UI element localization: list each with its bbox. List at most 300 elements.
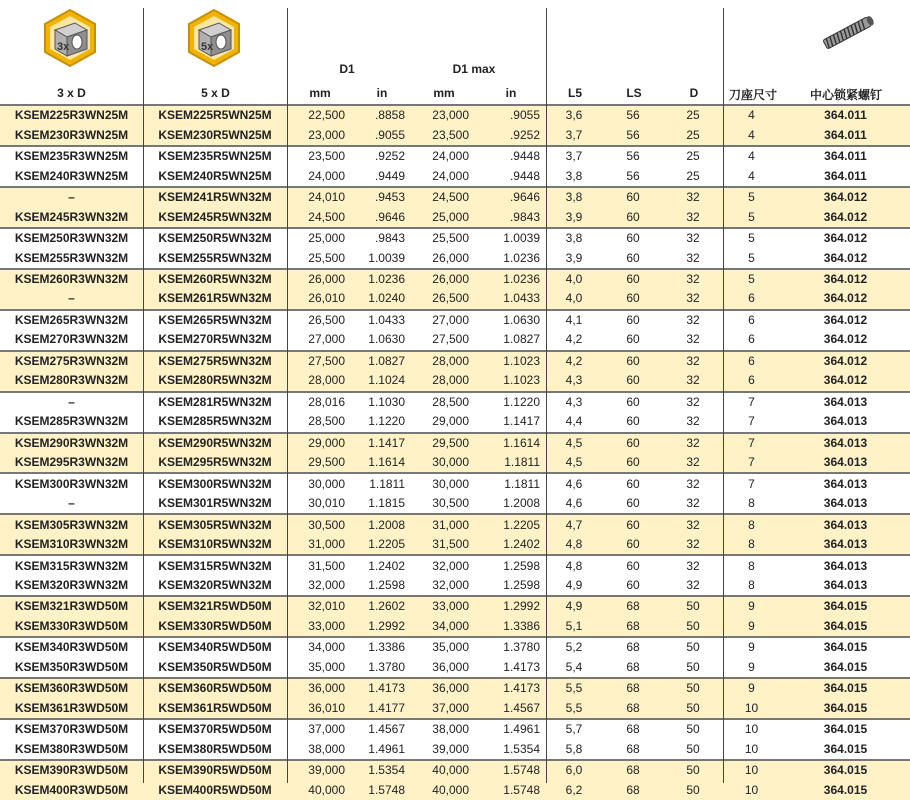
cell-center-screw: 364.015	[781, 780, 910, 799]
cell-code-5xd: KSEM230R5WN25M	[143, 125, 287, 145]
cell-code-5xd: KSEM321R5WD50M	[143, 596, 287, 616]
cell-ls: 60	[602, 228, 664, 248]
cell-l5: 3,7	[546, 146, 602, 166]
cell-d: 25	[664, 105, 722, 125]
cell-holder-size: 4	[722, 105, 781, 125]
cell-l5: 4,5	[546, 453, 602, 473]
cell-code-3xd: KSEM295R3WN32M	[0, 453, 143, 473]
table-row	[0, 678, 910, 698]
cell-ls: 60	[626, 496, 640, 511]
col-header-5xd: 5 x D	[201, 86, 230, 100]
table-row	[0, 740, 910, 760]
col-header-d1-mm: mm	[309, 86, 331, 100]
col-header-3xd: 3 x D	[57, 86, 86, 100]
cell-holder-size: 4	[722, 125, 781, 145]
cell-d1max-mm: 32,000	[432, 578, 469, 593]
cell-d1-mm: 28,500	[308, 414, 345, 429]
cell-d1max-mm: 35,000	[411, 637, 475, 657]
cell-l5: 4,1	[546, 310, 602, 330]
cell-code-5xd: KSEM301R5WN32M	[158, 496, 272, 511]
cell-d1-in: 1.2402	[351, 555, 411, 575]
cell-d1-mm: 39,000	[287, 760, 351, 780]
cell-code-5xd: KSEM225R5WN25M	[143, 105, 287, 125]
col-header-d: D	[689, 86, 699, 100]
cell-code-3xd: KSEM400R3WD50M	[0, 780, 143, 799]
cell-ls: 60	[626, 578, 640, 593]
cell-ls: 56	[602, 125, 664, 145]
cell-d1-mm: 28,000	[287, 371, 351, 391]
cell-d1max-in: 1.5748	[475, 780, 546, 799]
cell-d1-in: .9453	[351, 187, 411, 207]
cell-l5: 5,5	[546, 699, 602, 719]
cell-ls: 68	[602, 719, 664, 739]
cell-l5: 3,8	[565, 168, 583, 183]
cell-l5: 3,8	[546, 228, 602, 248]
cell-d1-mm: 29,000	[287, 433, 351, 453]
cell-code-5xd: KSEM285R5WN32M	[158, 414, 272, 429]
cell-d1max-mm: 34,000	[411, 617, 475, 637]
cell-d1max-mm: 36,000	[411, 678, 475, 698]
cell-d: 50	[664, 678, 722, 698]
cell-code-5xd: KSEM310R5WN32M	[143, 535, 287, 555]
cell-code-3xd: –	[68, 496, 75, 511]
cell-d: 32	[664, 289, 722, 309]
cell-holder-size: 7	[722, 392, 781, 412]
cell-center-screw: 364.012	[781, 371, 910, 391]
cell-d: 32	[664, 207, 722, 227]
cell-d1max-in: 1.1811	[475, 473, 546, 493]
cell-d1-in: 1.4177	[351, 699, 411, 719]
cell-d1max-in: .9448	[509, 168, 540, 183]
cell-center-screw: 364.013	[823, 578, 868, 593]
table-row	[0, 473, 910, 493]
cell-d1max-mm: 23,500	[411, 125, 475, 145]
cell-ls: 60	[602, 310, 664, 330]
cell-code-5xd: KSEM250R5WN32M	[143, 228, 287, 248]
cell-d1max-in: .9252	[475, 125, 546, 145]
cell-code-5xd: KSEM305R5WN32M	[143, 514, 287, 534]
cell-d1max-mm: 39,000	[432, 741, 469, 756]
cell-d1-in: 1.0236	[351, 269, 411, 289]
cell-code-5xd: KSEM245R5WN32M	[143, 207, 287, 227]
cell-d1max-mm: 26,000	[432, 250, 469, 265]
cell-d1max-in: 1.1811	[475, 453, 546, 473]
cell-holder-size: 6	[748, 332, 755, 347]
cell-d: 32	[686, 250, 700, 265]
cell-holder-size: 10	[722, 719, 781, 739]
cell-code-3xd: KSEM255R3WN32M	[14, 250, 129, 265]
cell-d1-mm: 24,010	[287, 187, 351, 207]
col-divider	[546, 8, 547, 783]
cell-d: 32	[664, 371, 722, 391]
table-row	[0, 453, 910, 473]
cell-holder-size: 7	[722, 473, 781, 493]
cell-code-3xd: KSEM235R3WN25M	[0, 146, 143, 166]
cell-d1-mm: 23,500	[287, 146, 351, 166]
col-header-d1: D1	[339, 62, 355, 76]
cell-d1-in: 1.2598	[368, 578, 405, 593]
cell-holder-size: 9	[722, 617, 781, 637]
cell-d1-in: 1.0039	[368, 250, 405, 265]
cell-d1-mm: 36,000	[287, 678, 351, 698]
col-header-d1-in: in	[376, 86, 388, 100]
table-row	[0, 105, 910, 125]
table-row	[0, 371, 910, 391]
cell-d: 32	[664, 535, 722, 555]
cell-ls: 56	[626, 168, 640, 183]
cell-d1-mm: 23,000	[287, 125, 351, 145]
cell-d1max-mm: 24,500	[411, 187, 475, 207]
cell-holder-size: 10	[722, 780, 781, 799]
cell-code-3xd: KSEM250R3WN32M	[0, 228, 143, 248]
cell-d1max-mm: 31,000	[411, 514, 475, 534]
cell-code-5xd: KSEM330R5WD50M	[143, 617, 287, 637]
cell-ls: 60	[602, 535, 664, 555]
cell-center-screw: 364.013	[781, 535, 910, 555]
cell-l5: 4,6	[546, 473, 602, 493]
cell-d1-in: .9449	[374, 168, 405, 183]
cell-d1max-in: .9448	[475, 146, 546, 166]
cell-d: 50	[664, 780, 722, 799]
table-row	[0, 392, 910, 412]
badge-5x-label: 5x	[201, 41, 214, 53]
cell-d: 32	[664, 514, 722, 534]
cell-d1max-in: 1.1023	[475, 371, 546, 391]
col-divider	[723, 8, 724, 783]
cell-l5: 6,2	[546, 780, 602, 799]
col-header-d1max: D1 max	[452, 62, 496, 76]
cell-d1max-mm: 33,000	[411, 596, 475, 616]
table-row	[0, 555, 910, 575]
cell-code-5xd: KSEM350R5WD50M	[158, 659, 272, 674]
cell-d1max-in: 1.5748	[475, 760, 546, 780]
cell-d1max-in: 1.0433	[475, 289, 546, 309]
cell-d1max-mm: 37,000	[411, 699, 475, 719]
cell-l5: 5,2	[546, 637, 602, 657]
cell-d1max-in: 1.0236	[475, 269, 546, 289]
cell-d1-in: 1.0433	[351, 310, 411, 330]
cell-d1max-mm: 28,500	[411, 392, 475, 412]
cell-holder-size: 8	[748, 578, 755, 593]
cell-center-screw: 364.015	[781, 596, 910, 616]
table-row	[0, 125, 910, 145]
cell-d1-in: 1.1815	[368, 496, 405, 511]
cell-d1-mm: 26,000	[287, 269, 351, 289]
cell-l5: 3,9	[546, 207, 602, 227]
table-row	[0, 535, 910, 555]
cell-code-5xd: KSEM240R5WN25M	[158, 168, 272, 183]
cell-center-screw: 364.015	[823, 741, 868, 756]
cell-l5: 4,0	[546, 289, 602, 309]
cell-holder-size: 5	[722, 207, 781, 227]
cell-holder-size: 5	[748, 250, 755, 265]
cell-code-3xd: KSEM320R3WN32M	[14, 578, 129, 593]
cell-code-3xd: KSEM321R3WD50M	[0, 596, 143, 616]
table-row	[0, 494, 910, 514]
cell-l5: 5,7	[546, 719, 602, 739]
cell-d1max-in: 1.4173	[503, 659, 540, 674]
cell-center-screw: 364.012	[823, 250, 868, 265]
cell-code-5xd: KSEM300R5WN32M	[143, 473, 287, 493]
cell-code-5xd: KSEM315R5WN32M	[143, 555, 287, 575]
cell-holder-size: 8	[748, 496, 755, 511]
5x-depth-badge-icon	[185, 8, 243, 68]
table-row	[0, 780, 910, 799]
cell-code-3xd: KSEM260R3WN32M	[0, 269, 143, 289]
cell-d1max-in: 1.1614	[475, 433, 546, 453]
cell-d1max-in: .9646	[475, 187, 546, 207]
cell-d1-mm: 31,000	[287, 535, 351, 555]
cell-code-5xd: KSEM361R5WD50M	[143, 699, 287, 719]
cell-d1-mm: 30,010	[308, 496, 345, 511]
cell-d1max-mm: 31,500	[411, 535, 475, 555]
table-header	[0, 0, 910, 104]
cell-center-screw: 364.011	[781, 105, 910, 125]
cell-d1max-mm: 29,500	[411, 433, 475, 453]
cell-d1-mm: 33,000	[287, 617, 351, 637]
cell-holder-size: 7	[722, 453, 781, 473]
cell-ls: 56	[602, 146, 664, 166]
cell-d1-in: 1.0630	[368, 332, 405, 347]
cell-l5: 4,6	[565, 496, 583, 511]
cell-ls: 68	[602, 699, 664, 719]
cell-l5: 4,9	[546, 596, 602, 616]
col-header-center-screw: 中心锁紧螺钉	[809, 88, 882, 102]
col-divider	[143, 8, 144, 783]
table-row	[0, 433, 910, 453]
cell-holder-size: 7	[748, 414, 755, 429]
table-row	[0, 207, 910, 227]
cell-ls: 60	[602, 392, 664, 412]
cell-d1max-in: 1.4173	[475, 678, 546, 698]
cell-d1-mm: 28,016	[287, 392, 351, 412]
cell-d1-mm: 32,000	[308, 578, 345, 593]
cell-d1-mm: 25,500	[308, 250, 345, 265]
cell-code-5xd: KSEM280R5WN32M	[143, 371, 287, 391]
cell-d1max-mm: 40,000	[411, 780, 475, 799]
cell-d: 32	[686, 578, 700, 593]
cell-l5: 4,5	[546, 433, 602, 453]
cell-l5: 4,2	[546, 351, 602, 371]
cell-d1max-mm: 27,500	[432, 332, 469, 347]
col-divider	[287, 8, 288, 783]
cell-d1-mm: 37,000	[287, 719, 351, 739]
cell-d: 32	[664, 473, 722, 493]
cell-code-5xd: KSEM265R5WN32M	[143, 310, 287, 330]
cell-d1-mm: 29,500	[287, 453, 351, 473]
cell-code-3xd: –	[0, 289, 143, 309]
cell-ls: 60	[626, 250, 640, 265]
cell-d1max-mm: 29,000	[432, 414, 469, 429]
cell-ls: 68	[602, 617, 664, 637]
cell-ls: 68	[626, 659, 640, 674]
cell-code-3xd: KSEM315R3WN32M	[0, 555, 143, 575]
cell-ls: 68	[602, 760, 664, 780]
cell-d: 32	[664, 228, 722, 248]
cell-d1max-in: 1.5354	[503, 741, 540, 756]
cell-code-3xd: KSEM245R3WN32M	[0, 207, 143, 227]
cell-code-3xd: KSEM270R3WN32M	[14, 332, 129, 347]
cell-d: 32	[686, 414, 700, 429]
cell-d1max-mm: 32,000	[411, 555, 475, 575]
cell-code-5xd: KSEM235R5WN25M	[143, 146, 287, 166]
cell-d: 32	[664, 351, 722, 371]
table-row	[0, 412, 910, 432]
cell-l5: 4,8	[546, 535, 602, 555]
table-row	[0, 310, 910, 330]
cell-ls: 60	[602, 289, 664, 309]
cell-code-3xd: KSEM340R3WD50M	[0, 637, 143, 657]
cell-d1max-mm: 40,000	[411, 760, 475, 780]
cell-holder-size: 4	[722, 146, 781, 166]
cell-holder-size: 4	[748, 168, 755, 183]
cell-holder-size: 6	[722, 310, 781, 330]
cell-d: 50	[664, 719, 722, 739]
cell-code-5xd: KSEM295R5WN32M	[143, 453, 287, 473]
cell-code-3xd: KSEM310R3WN32M	[0, 535, 143, 555]
cell-d1-mm: 24,000	[308, 168, 345, 183]
cell-d1max-in: 1.2008	[503, 496, 540, 511]
cell-d1-mm: 22,500	[287, 105, 351, 125]
cell-d1-in: 1.2992	[351, 617, 411, 637]
table-row	[0, 146, 910, 166]
cell-center-screw: 364.013	[823, 496, 868, 511]
cell-d1max-in: 1.0827	[503, 332, 540, 347]
cell-ls: 60	[626, 332, 640, 347]
cell-d: 32	[664, 187, 722, 207]
cell-ls: 60	[602, 371, 664, 391]
cell-holder-size: 6	[722, 351, 781, 371]
cell-l5: 4,4	[565, 414, 583, 429]
cell-d1-in: 1.2205	[351, 535, 411, 555]
cell-d1-in: .9252	[351, 146, 411, 166]
cell-d: 50	[664, 760, 722, 780]
cell-d: 50	[686, 741, 700, 756]
cell-ls: 60	[602, 433, 664, 453]
cell-d: 50	[664, 596, 722, 616]
cell-d1max-mm: 30,500	[432, 496, 469, 511]
cell-d: 32	[664, 453, 722, 473]
cell-ls: 60	[626, 414, 640, 429]
cell-code-3xd: KSEM225R3WN25M	[0, 105, 143, 125]
cell-d1-mm: 34,000	[287, 637, 351, 657]
col-header-d1max-in: in	[505, 86, 517, 100]
cell-holder-size: 9	[722, 596, 781, 616]
cell-center-screw: 364.012	[781, 228, 910, 248]
cell-d1-in: 1.2602	[351, 596, 411, 616]
cell-d1-in: 1.1417	[351, 433, 411, 453]
cell-d1max-mm: 28,000	[411, 371, 475, 391]
cell-d1max-in: 1.1417	[503, 414, 540, 429]
table-row	[0, 637, 910, 657]
cell-d1max-in: 1.4567	[475, 699, 546, 719]
cell-center-screw: 364.013	[781, 473, 910, 493]
cell-l5: 4,3	[546, 392, 602, 412]
cell-d: 50	[664, 617, 722, 637]
cell-d1-in: 1.3386	[351, 637, 411, 657]
cell-code-5xd: KSEM261R5WN32M	[143, 289, 287, 309]
cell-l5: 3,8	[546, 187, 602, 207]
cell-l5: 4,3	[546, 371, 602, 391]
cell-code-5xd: KSEM340R5WD50M	[143, 637, 287, 657]
cell-d1-mm: 26,010	[287, 289, 351, 309]
cell-holder-size: 5	[722, 228, 781, 248]
cell-center-screw: 364.012	[781, 310, 910, 330]
cell-d1max-mm: 24,000	[411, 146, 475, 166]
cell-l5: 3,6	[546, 105, 602, 125]
cell-center-screw: 364.011	[781, 125, 910, 145]
table-row	[0, 289, 910, 309]
table-row	[0, 658, 910, 678]
cell-d: 50	[664, 637, 722, 657]
cell-d1-in: 1.4567	[351, 719, 411, 739]
cell-center-screw: 364.015	[781, 719, 910, 739]
cell-holder-size: 5	[722, 269, 781, 289]
cell-d: 25	[664, 146, 722, 166]
cell-code-3xd: KSEM280R3WN32M	[0, 371, 143, 391]
table-row	[0, 166, 910, 186]
cell-center-screw: 364.015	[781, 760, 910, 780]
cell-holder-size: 10	[722, 699, 781, 719]
cell-d1-mm: 35,000	[308, 659, 345, 674]
table-row	[0, 514, 910, 534]
cell-code-5xd: KSEM380R5WD50M	[158, 741, 272, 756]
cell-d1max-mm: 25,500	[411, 228, 475, 248]
cell-holder-size: 10	[722, 760, 781, 780]
cell-d1max-mm: 36,000	[432, 659, 469, 674]
cell-code-3xd: KSEM361R3WD50M	[0, 699, 143, 719]
cell-d1-mm: 27,500	[287, 351, 351, 371]
cell-code-3xd: KSEM230R3WN25M	[0, 125, 143, 145]
cell-center-screw: 364.013	[781, 555, 910, 575]
cell-d1max-mm: 26,500	[411, 289, 475, 309]
cell-center-screw: 364.015	[781, 678, 910, 698]
cell-holder-size: 8	[722, 535, 781, 555]
cell-l5: 3,7	[546, 125, 602, 145]
cell-d1-mm: 40,000	[287, 780, 351, 799]
col-header-l5: L5	[567, 86, 582, 100]
cell-code-3xd: KSEM305R3WN32M	[0, 514, 143, 534]
cell-code-3xd: KSEM350R3WD50M	[14, 659, 129, 674]
cell-center-screw: 364.011	[781, 146, 910, 166]
cell-d1max-in: 1.2402	[475, 535, 546, 555]
cell-l5: 5,5	[546, 678, 602, 698]
cell-d1max-mm: 24,000	[432, 168, 469, 183]
cell-d1-in: 1.1220	[368, 414, 405, 429]
cell-l5: 5,4	[565, 659, 583, 674]
cell-center-screw: 364.012	[823, 332, 868, 347]
cell-d1max-in: .9055	[475, 105, 546, 125]
table-row	[0, 699, 910, 719]
cell-d1max-in: 1.3780	[475, 637, 546, 657]
cell-d1max-in: 1.2205	[475, 514, 546, 534]
cell-l5: 4,0	[546, 269, 602, 289]
cell-ls: 60	[602, 269, 664, 289]
cell-l5: 5,1	[546, 617, 602, 637]
cell-d1-in: 1.4961	[368, 741, 405, 756]
cell-ls: 60	[602, 555, 664, 575]
cell-d1max-in: 1.4961	[475, 719, 546, 739]
cell-holder-size: 9	[722, 637, 781, 657]
cell-code-5xd: KSEM241R5WN32M	[143, 187, 287, 207]
cell-d: 50	[664, 699, 722, 719]
cell-center-screw: 364.012	[781, 207, 910, 227]
cell-d1max-mm: 23,000	[411, 105, 475, 125]
screw-icon	[818, 12, 880, 52]
badge-3x-label: 3x	[57, 41, 70, 53]
cell-d1-in: 1.1614	[351, 453, 411, 473]
cell-code-3xd: KSEM370R3WD50M	[0, 719, 143, 739]
